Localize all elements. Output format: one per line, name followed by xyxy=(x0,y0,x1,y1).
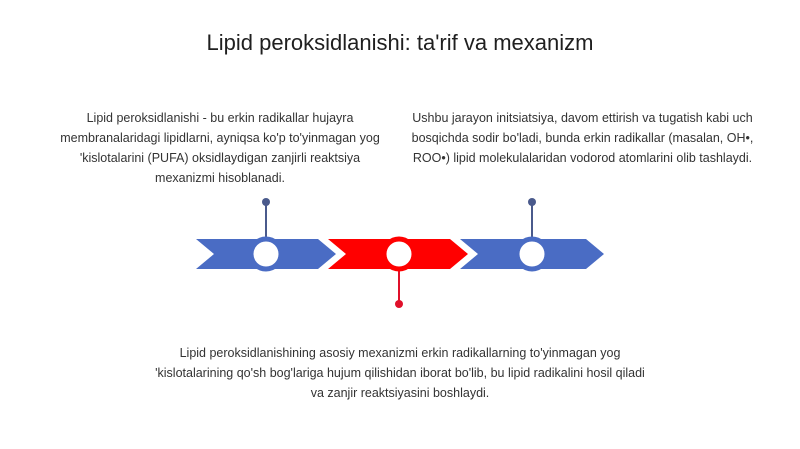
text-block-mechanism: Lipid peroksidlanishining asosiy mexanizmi erkin radikallarning to'yinmagan yog 'kislotalarining qo'sh bog'lariga hujum qilishidan iborat bo'lib, bu lipid radikalini hosil qiladi va zanjir reaktsiyasini boshlaydi. xyxy=(155,346,645,400)
text-block-definition: Lipid peroksidlanishi - bu erkin radikallar hujayra membranalaridagi lipidlarni, ayniqsa ko'p to'yinmagan yog 'kislotalarini (PUFA) oksidlaydigan zanjirli reaktsiya mexanizmi hisoblanadi. xyxy=(60,111,380,185)
timeline-node-3 xyxy=(517,239,547,269)
connector-dot-2 xyxy=(528,198,536,206)
text-block-stages: Ushbu jarayon initsiatsiya, davom ettirish va tugatish kabi uch bosqichda sodir bo'ladi, bunda erkin radikallar (masalan, OH•, ROO•) lipid molekulalaridan vodorod atomlarini olib tashlaydi. xyxy=(411,111,754,165)
slide-title: Lipid peroksidlanishi: ta'rif va mexanizm xyxy=(206,30,594,55)
timeline-node-1 xyxy=(251,239,281,269)
connector-dot-1 xyxy=(262,198,270,206)
timeline-node-2 xyxy=(384,239,414,269)
connector-dot-3 xyxy=(395,300,403,308)
